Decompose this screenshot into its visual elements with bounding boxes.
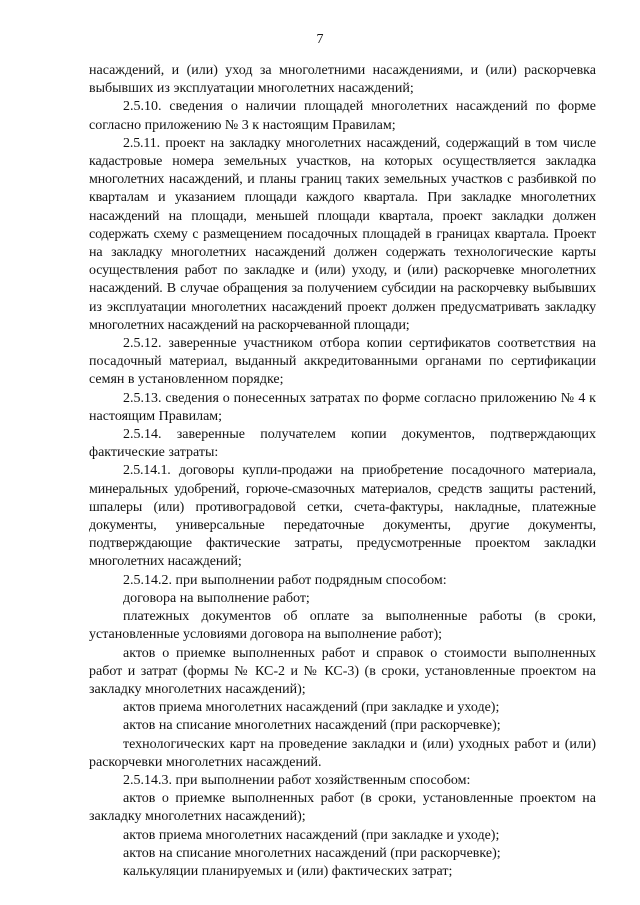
paragraph-2-5-14-3: 2.5.14.3. при выполнении работ хозяйственным способом:: [123, 772, 471, 788]
list-item: актов о приемке выполненных работ (в сроки, установленные проектом на закладку многолетних насаждений);: [89, 791, 596, 825]
list-item: договора на выполнение работ;: [123, 590, 310, 606]
paragraph-2-5-13: 2.5.13. сведения о понесенных затратах по форме согласно приложению № 4 к настоящим Правилам;: [89, 390, 596, 424]
document-body: [89, 62, 596, 881]
paragraph-2-5-14: 2.5.14. заверенные получателем копии документов, подтверждающих фактические затраты:: [89, 427, 596, 461]
paragraph-2-5-10: 2.5.10. сведения о наличии площадей многолетних насаждений по форме согласно приложению № 3 к настоящим Правилам;: [89, 99, 596, 133]
list-item: калькуляции планируемых и (или) фактических затрат;: [123, 863, 453, 879]
list-item: актов на списание многолетних насаждений (при раскорчевке);: [123, 845, 501, 861]
list-item: актов на списание многолетних насаждений (при раскорчевке);: [123, 718, 501, 734]
list-item: актов приема многолетних насаждений (при закладке и уходе);: [123, 827, 500, 843]
paragraph-2-5-11: 2.5.11. проект на закладку многолетних насаждений, содержащий в том числе кадастровые номера земельных участков, на которых осуществляется закладка многолетних насаждений, и планы границ таких земельных участков с разбивкой по кварталам и указанием площади каждого квартала. При закладке многолетних насаждений на площади, меньшей площади квартала, проект закладки должен содержать схему с размещением посадочных площадей в границах квартала. Проект на закладку многолетних насаждений должен содержать технологические карты осуществления работ по закладке и (или) уходу, и (или) раскорчевке многолетних насаждений. В случае обращения за получением субсидии на раскорчевку выбывших из эксплуатации многолетних насаждений проект должен предусматривать закладку многолетних насаждений на раскорчеванной площади;: [89, 135, 596, 333]
list-item: актов приема многолетних насаждений (при закладке и уходе);: [123, 700, 500, 716]
list-item: актов о приемке выполненных работ и справок о стоимости выполненных работ и затрат (формы № КС-2 и № КС-3) (в сроки, установленные проектом на закладку многолетних насаждений);: [89, 645, 596, 697]
paragraph-2-5-12: 2.5.12. заверенные участником отбора копии сертификатов соответствия на посадочный материал, выданный аккредитованными органами по сертификации семян в установленном порядке;: [89, 336, 596, 388]
paragraph-continuation: насаждений, и (или) уход за многолетними насаждениями, и (или) раскорчевка выбывших из эксплуатации многолетних насаждений;: [89, 63, 596, 97]
page-number: 7: [316, 32, 324, 47]
list-item: платежных документов об оплате за выполненные работы (в сроки, установленные условиями договора на выполнение работ);: [89, 609, 596, 643]
paragraph-2-5-14-2: 2.5.14.2. при выполнении работ подрядным способом:: [123, 572, 447, 588]
paragraph-2-5-14-1: 2.5.14.1. договоры купли-продажи на приобретение посадочного материала, минеральных удобрений, горюче-смазочных материалов, средств защиты растений, шпалеры (или) противоградовой сетки, счета-фактуры, накладные, платежные документы, универсальные передаточные документы, другие документы, подтверждающие фактические затраты, предусмотренные проектом закладки многолетних насаждений;: [89, 463, 596, 570]
list-item: технологических карт на проведение закладки и (или) уходных работ и (или) раскорчевки многолетних насаждений.: [89, 736, 596, 770]
